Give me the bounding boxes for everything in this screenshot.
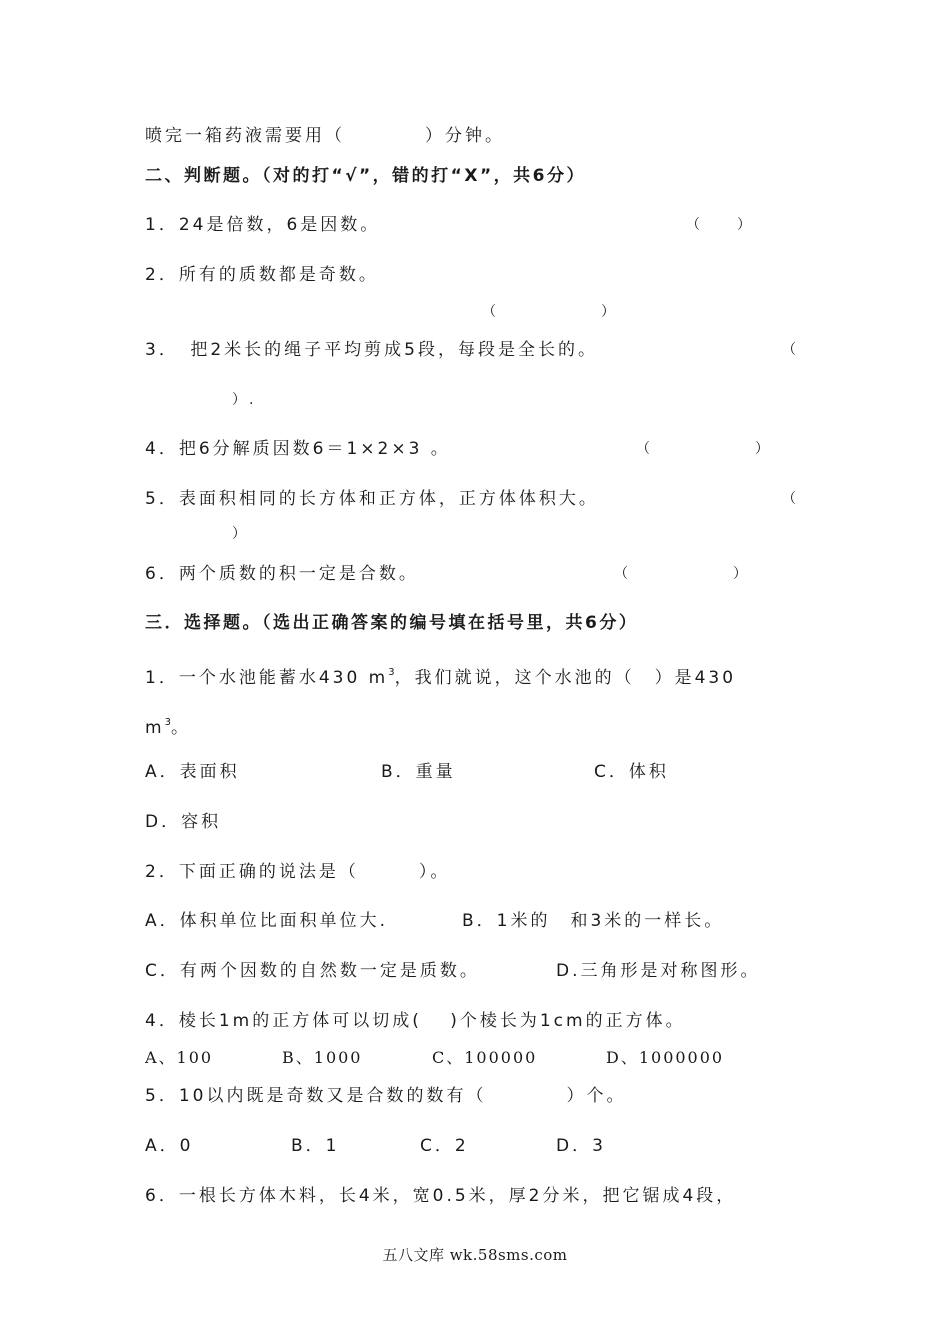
mc-question-2: 2．下面正确的说法是（ ）。: [145, 862, 451, 882]
tf-question-4: 4．把6分解质因数6＝1×2×3 。: [145, 439, 451, 459]
mc-q2-option-a: A．体积单位比面积单位大.: [145, 911, 389, 931]
mc-question-1-line-2: $m^3$。: [145, 717, 191, 738]
mc-q4-option-b: B、1000: [282, 1048, 363, 1067]
question-line-0: 喷完一箱药液需要用（ ）分钟。: [145, 126, 505, 146]
mc-q4-option-c: C、100000: [432, 1048, 538, 1067]
tf-answer-paren-5-open: （: [782, 491, 799, 507]
mc-q4-option-d: D、1000000: [606, 1048, 725, 1067]
tf-question-6: 6．两个质数的积一定是合数。: [145, 564, 419, 584]
tf-answer-paren-2: （ ）: [482, 304, 618, 320]
tf-question-5: 5．表面积相同的长方体和正方体，正方体体积大。: [145, 489, 599, 509]
mc-q5-option-a: A．0: [145, 1136, 194, 1156]
mc-question-4: 4．棱长1m的正方体可以切成( )个棱长为1cm的正方体。: [145, 1011, 686, 1031]
mc-q1-option-a: A．表面积: [145, 762, 240, 782]
tf-question-1: 1．24是倍数，6是因数。: [145, 215, 381, 235]
footer-watermark: 五八文库 wk.58sms.com: [382, 1246, 568, 1264]
mc-q4-option-a: A、100: [145, 1048, 214, 1067]
mc-q2-option-b: B．1米的 和3米的一样长。: [462, 911, 725, 931]
mc-q2-option-d: D.三角形是对称图形。: [556, 961, 761, 981]
tf-question-2: 2．所有的质数都是奇数。: [145, 265, 379, 285]
tf-answer-paren-3-close: ）.: [232, 392, 257, 408]
mc-q2-option-c: C．有两个因数的自然数一定是质数。: [145, 961, 480, 981]
tf-answer-paren-3-open: （: [782, 342, 799, 358]
mc-q5-option-d: D．3: [556, 1136, 606, 1156]
section-title-multiple-choice: 三．选择题。（选出正确答案的编号填在括号里，共6分）: [145, 613, 639, 633]
tf-answer-paren-4: （ ）: [636, 441, 772, 457]
tf-answer-paren-6: （ ）: [614, 566, 750, 582]
tf-answer-paren-1: （ ）: [686, 217, 754, 233]
mc-q5-option-c: C．2: [420, 1136, 469, 1156]
section-title-true-false: 二、判断题。（对的打“√”，错的打“X”，共6分）: [145, 166, 586, 186]
mc-q5-option-b: B．1: [291, 1136, 340, 1156]
tf-question-3: 3． 把2米长的绳子平均剪成5段，每段是全长的。: [145, 340, 598, 360]
mc-q1-option-d: D．容积: [145, 812, 222, 832]
mc-q1-option-c: C．体积: [594, 762, 669, 782]
mc-q1-option-b: B．重量: [381, 762, 456, 782]
mc-question-5: 5．10以内既是奇数又是合数的数有（ ）个。: [145, 1086, 627, 1106]
mc-question-1-line-1: 1．一个水池能蓄水430 $m^3$，我们就说，这个水池的（ ）是430: [145, 667, 737, 688]
tf-answer-paren-5-close: ）: [232, 526, 249, 542]
mc-question-6: 6．一根长方体木料，长4米，宽0.5米，厚2分米，把它锯成4段，: [145, 1186, 737, 1206]
